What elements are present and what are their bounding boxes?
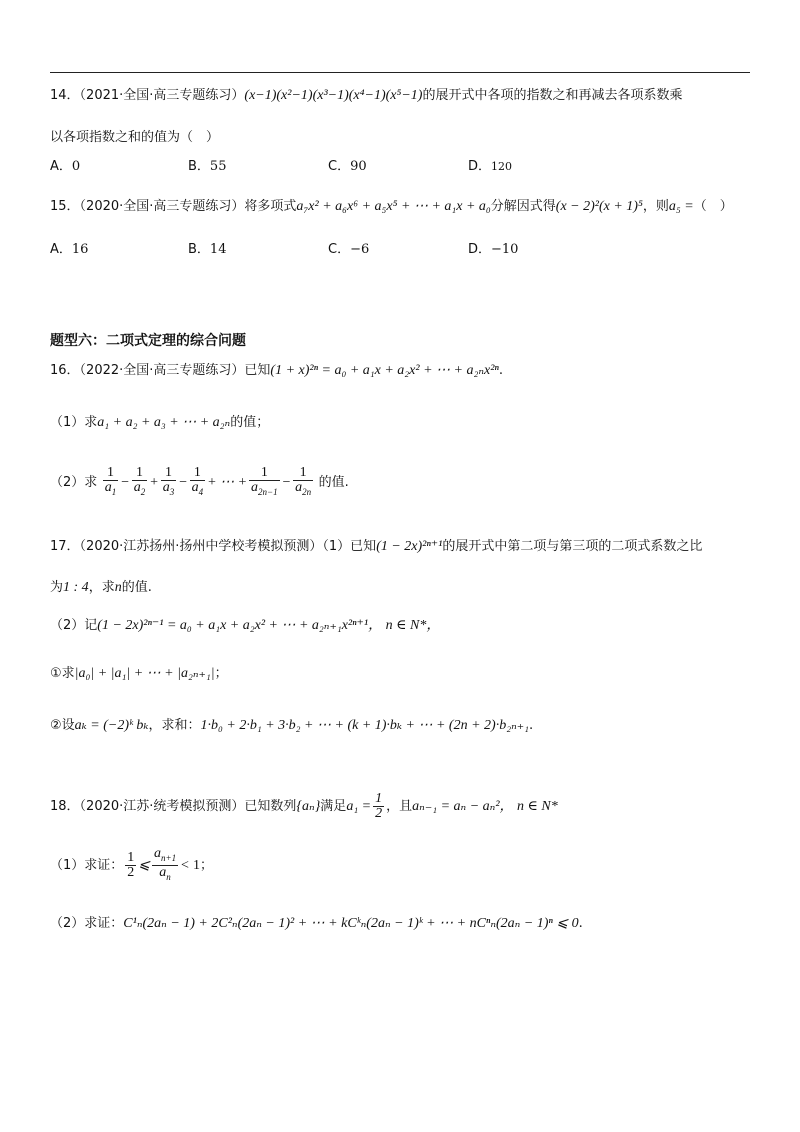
question-source: （2021·全国·高三专题练习） — [79, 88, 245, 103]
section-title: 题型六：二项式定理的综合问题 — [50, 333, 246, 349]
option-b[interactable]: B．14 — [188, 242, 227, 257]
question-number: 18． — [50, 799, 80, 814]
weighted-sum: 1·b₀ + 2·b₁ + 3·b₂ + ⋯ + (k + 1)·bₖ + ⋯ + (2n + 2)·b₂ₙ₊₁ — [200, 718, 529, 733]
question-17-line-2: 为1 : 4，求n的值. — [50, 580, 152, 595]
question-16-part-1: （1）求a₁ + a₂ + a₃ + ⋯ + a₂ₙ的值； — [50, 415, 270, 430]
question-number: 17． — [50, 539, 80, 554]
question-14-line-2 — [50, 128, 219, 148]
given-expansion: (1 + x)²ⁿ = a₀ + a₁x + a₂x² + ⋯ + a₂ₙx²ⁿ — [270, 363, 499, 378]
binomial-inequality: C¹ₙ(2aₙ − 1) + 2C²ₙ(2aₙ − 1)² + ⋯ + kCᵏₙ(2aₙ − 1)ᵏ + ⋯ + nCⁿₙ(2aₙ − 1)ⁿ ⩽ 0 — [123, 916, 579, 931]
question-source: （2020·江苏·统考模拟预测） — [79, 799, 245, 814]
definition-b: aₖ = (−2)ᵏ bₖ — [74, 718, 149, 733]
question-14-line-1 — [50, 86, 682, 106]
fraction-half: $\frac{1}{2}$ — [375, 791, 383, 821]
question-expression: (x−1)(x²−1)(x³−1)(x⁴−1)(x⁵−1) — [244, 88, 423, 103]
question-16-part-2: （2）求 $\frac{1}{a_1}$ − $\frac{1}{a_2}$ + $\frac{1}{a_3}$ − $\frac{1}{a_4}$ + ⋯ + $\frac{1}{a_{2n-1}}$ − $\frac{1}{a_{2n}}$ 的值. — [50, 465, 349, 498]
question-text: 以各项指数之和的值为（ ） — [50, 130, 220, 145]
top-rule — [50, 72, 750, 73]
option-d[interactable]: D．120 — [468, 159, 513, 174]
question-17-sub-2: ②设aₖ = (−2)ᵏ bₖ，求和：1·b₀ + 2·b₁ + 3·b₂ + ⋯ + (k + 1)·bₖ + ⋯ + (2n + 2)·b₂ₙ₊₁. — [50, 718, 534, 733]
option-b[interactable]: B．55 — [188, 159, 227, 174]
question-number: 15． — [50, 199, 80, 214]
target-coefficient: a₅ = — [668, 199, 694, 214]
binomial-expression: (1 − 2x)²ⁿ⁺¹ — [376, 539, 443, 554]
factored-expression: (x − 2)²(x + 1)⁵ — [555, 199, 643, 214]
question-18-part-2: （2）求证：C¹ₙ(2aₙ − 1) + 2C²ₙ(2aₙ − 1)² + ⋯ + kCᵏₙ(2aₙ − 1)ᵏ + ⋯ + nCⁿₙ(2aₙ − 1)ⁿ ⩽ 0. — [50, 916, 583, 931]
polynomial-expression: a₇x² + a₆x⁶ + a₅x⁵ + ⋯ + a₁x + a₀ — [296, 199, 491, 214]
sequence: {aₙ} — [296, 799, 321, 814]
question-source: （2020·全国·高三专题练习） — [79, 199, 245, 214]
option-d[interactable]: D．−10 — [468, 242, 519, 257]
question-16-line-1: 16．（2022·全国·高三专题练习）已知(1 + x)²ⁿ = a₀ + a₁x + a₂x² + ⋯ + a₂ₙx²ⁿ. — [50, 363, 503, 378]
question-18-line-1: 18．（2020·江苏·统考模拟预测）已知数列{aₙ}满足a₁ = $\frac{1}{2}$ ，且aₙ₋₁ = aₙ − aₙ²， n ∈ N* — [50, 791, 558, 821]
alternating-reciprocal-sum: $\frac{1}{a_1}$ − $\frac{1}{a_2}$ + $\frac{1}{a_3}$ − $\frac{1}{a_4}$ + ⋯ + $\frac{1}{a_{2n-1}}$ − $\frac{1}{a_{2n}}$ — [104, 465, 312, 498]
option-a[interactable]: A．16 — [50, 242, 89, 257]
option-c[interactable]: C．−6 — [328, 242, 370, 257]
recurrence: aₙ₋₁ = aₙ − aₙ² — [412, 799, 500, 814]
ratio-inequality: $\frac{1}{2}$ ⩽ $\frac{a_{n+1}}{a_n}$ < 1 — [127, 846, 201, 883]
expansion-expression: (1 − 2x)²ⁿ⁻¹ = a₀ + a₁x + a₂x² + ⋯ + a₂ₙ₊₁x²ⁿ⁺¹ — [97, 618, 369, 633]
ratio: 1 : 4 — [63, 580, 89, 595]
sum-expression: a₁ + a₂ + a₃ + ⋯ + a₂ₙ — [97, 415, 231, 430]
option-c[interactable]: C．90 — [328, 159, 367, 174]
absolute-sum: |a₀| + |a₁| + ⋯ + |a₂ₙ₊₁| — [74, 666, 215, 681]
question-number: 14． — [50, 88, 80, 103]
question-text: 的展开式中各项的指数之和再减去各项系数乘 — [422, 88, 683, 103]
question-number: 16． — [50, 363, 80, 378]
question-17-sub-1: ①求|a₀| + |a₁| + ⋯ + |a₂ₙ₊₁|； — [50, 666, 228, 681]
question-17-line-1: 17．（2020·江苏扬州·扬州中学校考模拟预测）（1）已知(1 − 2x)²ⁿ⁺¹的展开式中第二项与第三项的二项式系数之比 — [50, 539, 703, 554]
question-source: （2022·全国·高三专题练习） — [79, 363, 245, 378]
initial-term: a₁ = — [346, 799, 372, 814]
question-15-line-1: 15．（2020·全国·高三专题练习）将多项式a₇x² + a₆x⁶ + a₅x⁵ + ⋯ + a₁x + a₀分解因式得(x − 2)²(x + 1)⁵，则a₅ =（ ） — [50, 199, 733, 214]
option-a[interactable]: A．0 — [50, 159, 81, 174]
question-18-part-1: （1）求证： $\frac{1}{2}$ ⩽ $\frac{a_{n+1}}{a_n}$ < 1； — [50, 846, 214, 883]
question-source: （2020·江苏扬州·扬州中学校考模拟预测） — [79, 539, 323, 554]
question-17-part-2: （2）记(1 − 2x)²ⁿ⁻¹ = a₀ + a₁x + a₂x² + ⋯ + a₂ₙ₊₁x²ⁿ⁺¹， n ∈ N*， — [50, 618, 441, 633]
